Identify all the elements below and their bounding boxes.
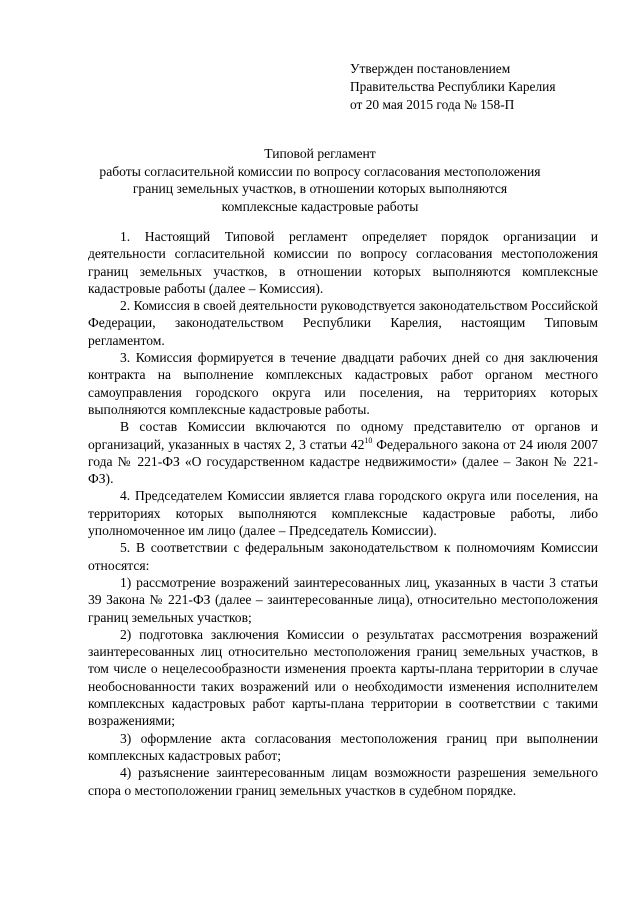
- paragraph-5: 4. Председателем Комиссии является глава городского округа или поселения, на территориях которых выполняются комплексные кадастровые работы, либо уполномоченное им лицо (далее – Председатель Комиссии).: [88, 488, 598, 539]
- paragraph-1: 1. Настоящий Типовой регламент определяет порядок организации и деятельности согласительной комиссии по вопросу согласования местоположения границ земельных участков, в отношении которых выполняются комплексные кадастровые работы (далее – Комиссия).: [88, 229, 598, 296]
- approval-line-3: от 20 мая 2015 года № 158-П: [350, 97, 515, 112]
- document-title: [88, 145, 552, 215]
- title-line-4: комплексные кадастровые работы: [221, 198, 419, 214]
- title-line-2: работы согласительной комиссии по вопросу согласования местоположения: [99, 163, 541, 179]
- paragraph-10: 4) разъяснение заинтересованным лицам возможности разрешения земельного спора о местоположении границ земельных участков в судебном порядке.: [88, 765, 598, 798]
- paragraph-8: 2) подготовка заключения Комиссии о результатах рассмотрения возражений заинтересованных лиц относительно местоположения границ земельных участков, в том числе о нецелесообразности изменения проекта карты-плана территории в случае необоснованности таких возражений или о необходимости изменения исполнителем комплексных кадастровых работ карты-плана территории в соответствии с такими возражениями;: [88, 626, 598, 729]
- title-line-1: Типовой регламент: [264, 146, 376, 161]
- document-body: [88, 228, 598, 799]
- paragraph-7: 1) рассмотрение возражений заинтересованных лиц, указанных в части 3 статьи 39 Закона № 221-ФЗ (далее – заинтересованные лица), относительно местоположения границ земельных участков;: [88, 574, 598, 625]
- approval-line-1: Утвержден постановлением: [350, 61, 511, 76]
- paragraph-9: 3) оформление акта согласования местоположения границ при выполнении комплексных кадастровых работ;: [88, 730, 598, 763]
- paragraph-6: 5. В соответствии с федеральным законодательством к полномочиям Комиссии относятся:: [88, 540, 598, 573]
- approval-stamp: [350, 60, 620, 114]
- approval-line-2: Правительства Республики Карелия: [350, 79, 556, 94]
- paragraph-4-text-before: В состав Комиссии включаются по одному представителю от органов и организаций, указанных в частях 2, 3 статьи 42: [88, 419, 598, 452]
- title-line-3: границ земельных участков, в отношении которых выполняются: [132, 181, 508, 196]
- article-superscript: 10: [364, 435, 373, 445]
- paragraph-2: 2. Комиссия в своей деятельности руководствуется законодательством Российской Федерации, законодательством Республики Карелия, настоящим Типовым регламентом.: [88, 298, 598, 348]
- paragraph-4-text-after: Федерального закона от 24 июля 2007 года № 221-ФЗ «О государственном кадастре недвижимости» (далее – Закон № 221-ФЗ).: [88, 436, 598, 487]
- paragraph-3: 3. Комиссия формируется в течение двадцати рабочих дней со дня заключения контракта на выполнение комплексных кадастровых работ органом местного самоуправления городского округа или поселения, на территориях которых выполняются комплексные кадастровые работы.: [88, 350, 598, 417]
- paragraph-4: [88, 418, 598, 487]
